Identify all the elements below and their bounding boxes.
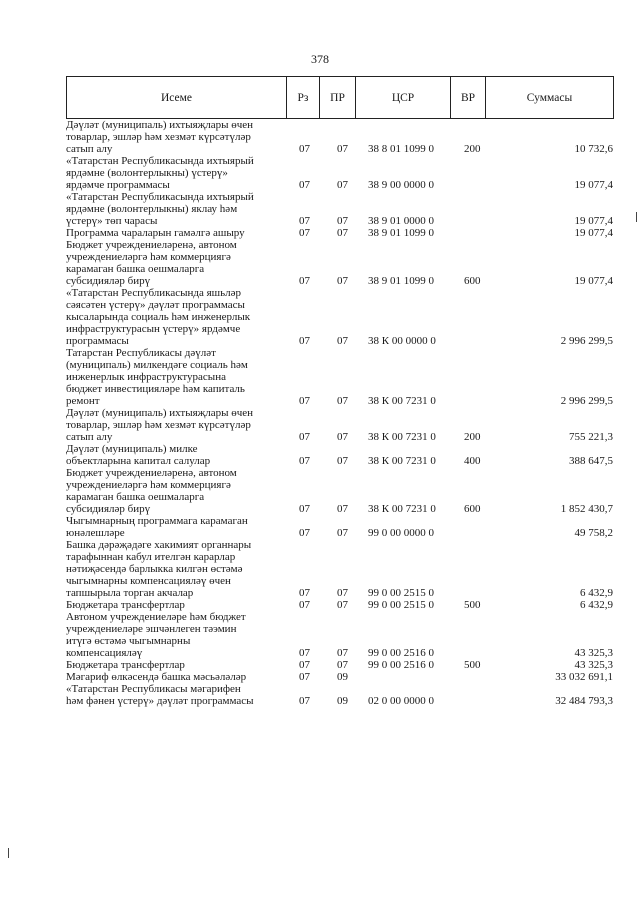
row-pr: 07 <box>337 179 348 191</box>
row-rz: 07 <box>299 455 310 467</box>
row-csr: 38 К 00 0000 0 <box>368 335 436 347</box>
table-row <box>66 539 613 599</box>
row-pr: 07 <box>337 431 348 443</box>
row-name: Бюджет учреждениеләренә, автоном учреждениеләргә һәм коммерциягә карамаган башка оешмаларга субсидияләр бирү <box>66 467 237 515</box>
row-csr: 99 0 00 2516 0 <box>368 659 434 671</box>
row-rz: 07 <box>299 143 310 155</box>
row-name: Бюджетара трансфертлар <box>66 659 185 671</box>
row-sum: 19 077,4 <box>574 179 613 191</box>
row-sum: 1 852 430,7 <box>560 503 613 515</box>
row-sum: 32 484 793,3 <box>555 695 613 707</box>
row-csr: 38 К 00 7231 0 <box>368 395 436 407</box>
row-rz: 07 <box>299 215 310 227</box>
row-pr: 07 <box>337 143 348 155</box>
row-sum: 19 077,4 <box>574 275 613 287</box>
row-rz: 07 <box>299 647 310 659</box>
row-pr: 07 <box>337 275 348 287</box>
row-sum: 19 077,4 <box>574 227 613 239</box>
row-name: Программа чараларын гамәлгә ашыру <box>66 227 245 239</box>
row-vr: 200 <box>464 143 481 155</box>
header-name: Исеме <box>67 77 287 119</box>
row-name: Татарстан Республикасы дәүләт (муниципаль) милкендәге социаль һәм инженерлык инфраструктурасына бюджет инвестицияләре һәм капиталь ремонт <box>66 347 248 407</box>
row-vr: 500 <box>464 659 481 671</box>
row-name: Чыгымнарның программага карамаган юнәлешләре <box>66 515 248 539</box>
table-row <box>66 347 613 407</box>
row-pr: 07 <box>337 647 348 659</box>
row-sum: 19 077,4 <box>574 215 613 227</box>
row-pr: 07 <box>337 215 348 227</box>
row-name: «Татарстан Республикасында ихтыярый ярдәмне (волонтерлыкны) яклау һәм үстерү» төп чарасы <box>66 191 254 227</box>
table-header <box>66 76 614 119</box>
table-row <box>66 407 613 443</box>
row-name: Автоном учреждениеләре һәм бюджет учреждениеләре эшчәнлеген тәэмин итүгә өстәмә чыгымнарны компенсацияләү <box>66 611 246 659</box>
table-row <box>66 515 613 539</box>
row-name: «Татарстан Республикасында яшьләр сәясәтен үстерү» дәүләт программасы кысаларында социаль һәм инженерлык инфраструктурасын үстерү» ярдәмче программасы <box>66 287 251 347</box>
row-rz: 07 <box>299 671 310 683</box>
row-rz: 07 <box>299 527 310 539</box>
row-rz: 07 <box>299 587 310 599</box>
row-rz: 07 <box>299 695 310 707</box>
row-vr: 400 <box>464 455 481 467</box>
row-sum: 10 732,6 <box>574 143 613 155</box>
row-rz: 07 <box>299 227 310 239</box>
row-name: «Татарстан Республикасы мәгарифен һәм фәнен үстерү» дәүләт программасы <box>66 683 254 707</box>
row-sum: 2 996 299,5 <box>560 395 613 407</box>
row-csr: 38 9 01 1099 0 <box>368 275 434 287</box>
row-csr: 99 0 00 2516 0 <box>368 647 434 659</box>
table-row <box>66 191 613 227</box>
table-row <box>66 227 613 239</box>
row-name: Бюджет учреждениеләренә, автоном учреждениеләргә һәм коммерциягә карамаган башка оешмаларга субсидияләр бирү <box>66 239 237 287</box>
row-sum: 6 432,9 <box>580 587 613 599</box>
scan-margin-mark-left <box>8 848 9 858</box>
row-pr: 07 <box>337 227 348 239</box>
table-row <box>66 155 613 191</box>
table-row <box>66 599 613 611</box>
row-sum: 33 032 691,1 <box>555 671 613 683</box>
table-row <box>66 659 613 671</box>
row-pr: 07 <box>337 455 348 467</box>
row-sum: 6 432,9 <box>580 599 613 611</box>
table-row <box>66 443 613 467</box>
row-csr: 99 0 00 2515 0 <box>368 587 434 599</box>
row-pr: 07 <box>337 527 348 539</box>
row-pr: 07 <box>337 587 348 599</box>
row-csr: 99 0 00 2515 0 <box>368 599 434 611</box>
row-name: Дәүләт (муниципаль) ихтыяҗлары өчен товарлар, эшләр һәм хезмәт күрсәтүләр сатып алу <box>66 407 254 443</box>
header-csr: ЦСР <box>356 77 451 119</box>
row-sum: 49 758,2 <box>574 527 613 539</box>
row-name: «Татарстан Республикасында ихтыярый ярдәмне (волонтерлыкны) үстерү» ярдәмче программасы <box>66 155 254 191</box>
header-sum: Суммасы <box>486 77 614 119</box>
row-csr: 38 9 01 0000 0 <box>368 215 434 227</box>
header-rz: Рз <box>287 77 320 119</box>
row-csr: 99 0 00 0000 0 <box>368 527 434 539</box>
scan-margin-mark-right <box>636 212 637 222</box>
row-pr: 09 <box>337 695 348 707</box>
row-vr: 500 <box>464 599 481 611</box>
row-pr: 09 <box>337 671 348 683</box>
row-name: Дәүләт (муниципаль) ихтыяҗлары өчен товарлар, эшләр һәм хезмәт күрсәтүләр сатып алу <box>66 119 254 155</box>
row-pr: 07 <box>337 395 348 407</box>
table-row <box>66 683 613 707</box>
row-sum: 43 325,3 <box>574 659 613 671</box>
row-sum: 388 647,5 <box>569 455 613 467</box>
row-rz: 07 <box>299 275 310 287</box>
row-name: Мәгариф өлкәсендә башка мәсьәләләр <box>66 671 247 683</box>
table-row <box>66 287 613 347</box>
row-rz: 07 <box>299 599 310 611</box>
row-vr: 600 <box>464 503 481 515</box>
page-number: 378 <box>311 52 329 66</box>
row-vr: 600 <box>464 275 481 287</box>
row-pr: 07 <box>337 503 348 515</box>
row-pr: 07 <box>337 659 348 671</box>
table-row <box>66 239 613 287</box>
row-csr: 38 К 00 7231 0 <box>368 431 436 443</box>
row-csr: 38 К 00 7231 0 <box>368 455 436 467</box>
row-csr: 38 К 00 7231 0 <box>368 503 436 515</box>
row-sum: 755 221,3 <box>569 431 613 443</box>
row-sum: 43 325,3 <box>574 647 613 659</box>
row-rz: 07 <box>299 503 310 515</box>
row-pr: 07 <box>337 335 348 347</box>
table-row <box>66 467 613 515</box>
row-csr: 02 0 00 0000 0 <box>368 695 434 707</box>
row-pr: 07 <box>337 599 348 611</box>
row-sum: 2 996 299,5 <box>560 335 613 347</box>
row-csr: 38 9 01 1099 0 <box>368 227 434 239</box>
row-vr: 200 <box>464 431 481 443</box>
row-rz: 07 <box>299 431 310 443</box>
row-rz: 07 <box>299 395 310 407</box>
table-row <box>66 671 613 683</box>
row-name: Бюджетара трансфертлар <box>66 599 185 611</box>
table-body <box>66 119 613 707</box>
table-row <box>66 611 613 659</box>
row-csr: 38 8 01 1099 0 <box>368 143 434 155</box>
row-csr: 38 9 00 0000 0 <box>368 179 434 191</box>
row-rz: 07 <box>299 659 310 671</box>
row-rz: 07 <box>299 335 310 347</box>
table-row <box>66 119 613 155</box>
row-rz: 07 <box>299 179 310 191</box>
row-name: Дәүләт (муниципаль) милке объектларына капитал салулар <box>66 443 211 467</box>
header-vr: ВР <box>451 77 486 119</box>
row-name: Башка дәрәҗәдәге хакимият органнары тарафыннан кабул ителгән карарлар нәтиҗәсендә барлыкка килгән өстәмә чыгымнарны компенсацияләү өчен тапшырыла торган акчалар <box>66 539 252 599</box>
header-pr: ПР <box>320 77 356 119</box>
